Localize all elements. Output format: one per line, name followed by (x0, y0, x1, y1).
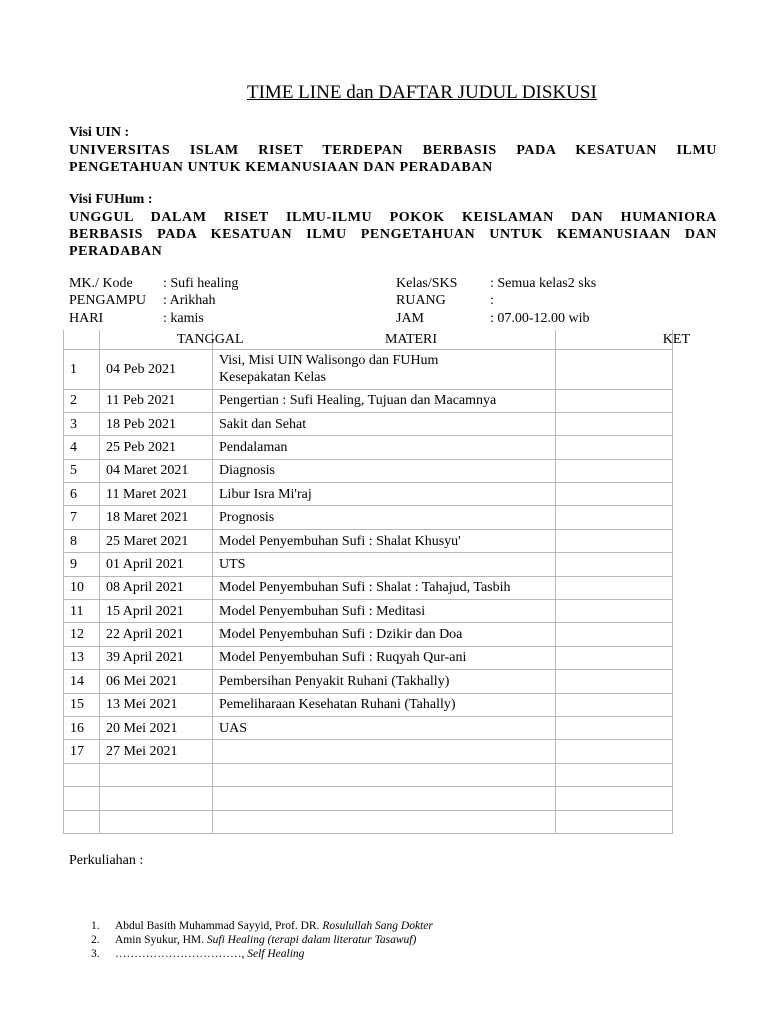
table-row (64, 693, 673, 716)
row-number: 14 (64, 670, 100, 693)
pengampu-value: : Arikhah (163, 293, 216, 308)
row-ket (556, 600, 673, 623)
row-materi: Pengertian : Sufi Healing, Tujuan dan Macamnya (213, 389, 556, 412)
table-row (64, 670, 673, 693)
row-materi (213, 787, 556, 810)
row-materi: UAS (213, 716, 556, 739)
row-ket (556, 716, 673, 739)
row-ket (556, 349, 673, 389)
reference-title: Self Healing (247, 948, 305, 960)
visi-fuhum-line-1: UNGGUL DALAM RISET ILMU-ILMU POKOK KEISLAMAN DAN HUMANIORA (69, 210, 717, 225)
row-ket (556, 693, 673, 716)
table-header-row (64, 330, 673, 349)
reference-title: Sufi Healing (terapi dalam literatur Tasawuf) (206, 934, 417, 946)
reference-item (91, 919, 433, 933)
row-ket (556, 787, 673, 810)
timeline-table (63, 330, 690, 834)
table-row (64, 436, 673, 459)
row-number: 8 (64, 529, 100, 552)
row-number: 13 (64, 646, 100, 669)
row-ket (556, 576, 673, 599)
table-row (64, 646, 673, 669)
ruang-value: : (490, 293, 494, 308)
row-materi: Libur Isra Mi'raj (213, 483, 556, 506)
row-materi: UTS (213, 553, 556, 576)
document-title: TIME LINE dan DAFTAR JUDUL DISKUSI (247, 82, 597, 103)
header-no (64, 330, 100, 349)
reference-author: ……………………………, (115, 948, 248, 960)
table-row (64, 623, 673, 646)
hari-value: : kamis (163, 311, 204, 326)
table-row (64, 459, 673, 482)
row-ket (556, 436, 673, 459)
row-number (64, 810, 100, 833)
reference-list (91, 919, 433, 961)
header-ket: KET (556, 330, 673, 349)
row-materi: Model Penyembuhan Sufi : Dzikir dan Doa (213, 623, 556, 646)
visi-fuhum-line-3: PERADABAN (69, 244, 163, 259)
row-number: 10 (64, 576, 100, 599)
row-tanggal: 06 Mei 2021 (100, 670, 213, 693)
table-row (64, 412, 673, 435)
kelas-sks-label: Kelas/SKS (396, 276, 458, 291)
row-materi: Prognosis (213, 506, 556, 529)
row-ket (556, 553, 673, 576)
table-row (64, 483, 673, 506)
table-row (64, 787, 673, 810)
row-ket (556, 459, 673, 482)
row-tanggal: 11 Peb 2021 (100, 389, 213, 412)
row-ket (556, 623, 673, 646)
row-materi (213, 349, 556, 389)
perkuliahan-label: Perkuliahan : (69, 853, 144, 868)
mk-kode-value: : Sufi healing (163, 276, 239, 291)
row-ket (556, 412, 673, 435)
jam-label: JAM (396, 311, 425, 326)
header-tanggal: TANGGAL (100, 330, 213, 349)
row-materi (213, 763, 556, 786)
row-tanggal: 39 April 2021 (100, 646, 213, 669)
row-tanggal: 13 Mei 2021 (100, 693, 213, 716)
row-ket (556, 529, 673, 552)
row-materi: Pendalaman (213, 436, 556, 459)
visi-uin-line-1: UNIVERSITAS ISLAM RISET TERDEPAN BERBASIS PADA KESATUAN ILMU (69, 143, 717, 158)
row-number: 6 (64, 483, 100, 506)
row-ket (556, 763, 673, 786)
reference-number: 2. (91, 934, 100, 946)
row-tanggal: 25 Peb 2021 (100, 436, 213, 459)
visi-fuhum-line-2: BERBASIS PADA KESATUAN ILMU PENGETAHUAN UNTUK KEMANUSIAAN DAN (69, 227, 717, 242)
reference-number: 1. (91, 920, 100, 932)
row-number: 4 (64, 436, 100, 459)
row-tanggal: 27 Mei 2021 (100, 740, 213, 763)
row-materi (213, 810, 556, 833)
row-number (64, 763, 100, 786)
row-tanggal: 11 Maret 2021 (100, 483, 213, 506)
row-number: 15 (64, 693, 100, 716)
row-tanggal: 04 Maret 2021 (100, 459, 213, 482)
row-number: 11 (64, 600, 100, 623)
table-row (64, 600, 673, 623)
row-materi-line: Visi, Misi UIN Walisongo dan FUHum (219, 353, 439, 368)
table-row (64, 576, 673, 599)
row-ket (556, 646, 673, 669)
row-tanggal: 18 Peb 2021 (100, 412, 213, 435)
table-row (64, 740, 673, 763)
pengampu-label: PENGAMPU (69, 293, 147, 308)
table-row (64, 763, 673, 786)
row-ket (556, 740, 673, 763)
table-row (64, 389, 673, 412)
row-ket (556, 506, 673, 529)
row-materi: Sakit dan Sehat (213, 412, 556, 435)
row-number: 1 (64, 349, 100, 389)
header-materi: MATERI (213, 330, 556, 349)
table-row (64, 506, 673, 529)
row-tanggal: 22 April 2021 (100, 623, 213, 646)
row-tanggal: 18 Maret 2021 (100, 506, 213, 529)
row-number (64, 787, 100, 810)
reference-item (91, 933, 433, 947)
table-row (64, 349, 673, 389)
kelas-sks-value: : Semua kelas2 sks (490, 276, 597, 291)
row-number: 2 (64, 389, 100, 412)
table-row (64, 553, 673, 576)
row-materi: Pembersihan Penyakit Ruhani (Takhally) (213, 670, 556, 693)
reference-author: Amin Syukur, HM. (115, 934, 207, 946)
visi-uin-line-2: PENGETAHUAN UNTUK KEMANUSIAAN DAN PERADABAN (69, 160, 493, 175)
row-number: 17 (64, 740, 100, 763)
row-number: 12 (64, 623, 100, 646)
jam-value: : 07.00-12.00 wib (490, 311, 590, 326)
ruang-label: RUANG (396, 293, 446, 308)
row-number: 3 (64, 412, 100, 435)
row-tanggal: 04 Peb 2021 (100, 349, 213, 389)
table-row (64, 810, 673, 833)
row-tanggal: 20 Mei 2021 (100, 716, 213, 739)
hari-label: HARI (69, 311, 104, 326)
row-tanggal: 01 April 2021 (100, 553, 213, 576)
row-tanggal (100, 763, 213, 786)
row-number: 9 (64, 553, 100, 576)
row-materi: Pemeliharaan Kesehatan Ruhani (Tahally) (213, 693, 556, 716)
reference-number: 3. (91, 948, 100, 960)
reference-title: Rosulullah Sang Dokter (322, 920, 433, 932)
row-materi: Diagnosis (213, 459, 556, 482)
row-materi: Model Penyembuhan Sufi : Shalat Khusyu' (213, 529, 556, 552)
row-tanggal (100, 810, 213, 833)
mk-kode-label: MK./ Kode (69, 276, 133, 291)
row-tanggal: 25 Maret 2021 (100, 529, 213, 552)
visi-uin-label: Visi UIN : (69, 125, 130, 140)
row-ket (556, 389, 673, 412)
table-row (64, 716, 673, 739)
reference-item (91, 947, 433, 961)
row-ket (556, 483, 673, 506)
table-row (64, 529, 673, 552)
row-materi: Model Penyembuhan Sufi : Meditasi (213, 600, 556, 623)
row-ket (556, 670, 673, 693)
row-tanggal (100, 787, 213, 810)
row-tanggal: 15 April 2021 (100, 600, 213, 623)
row-number: 7 (64, 506, 100, 529)
reference-author: Abdul Basith Muhammad Sayyid, Prof. DR. (115, 920, 323, 932)
row-ket (556, 810, 673, 833)
visi-fuhum-label: Visi FUHum : (69, 192, 153, 207)
row-materi: Model Penyembuhan Sufi : Ruqyah Qur-ani (213, 646, 556, 669)
row-number: 16 (64, 716, 100, 739)
row-materi-line: Kesepakatan Kelas (219, 370, 326, 385)
row-number: 5 (64, 459, 100, 482)
row-materi (213, 740, 556, 763)
row-tanggal: 08 April 2021 (100, 576, 213, 599)
row-materi: Model Penyembuhan Sufi : Shalat : Tahajud, Tasbih (213, 576, 556, 599)
